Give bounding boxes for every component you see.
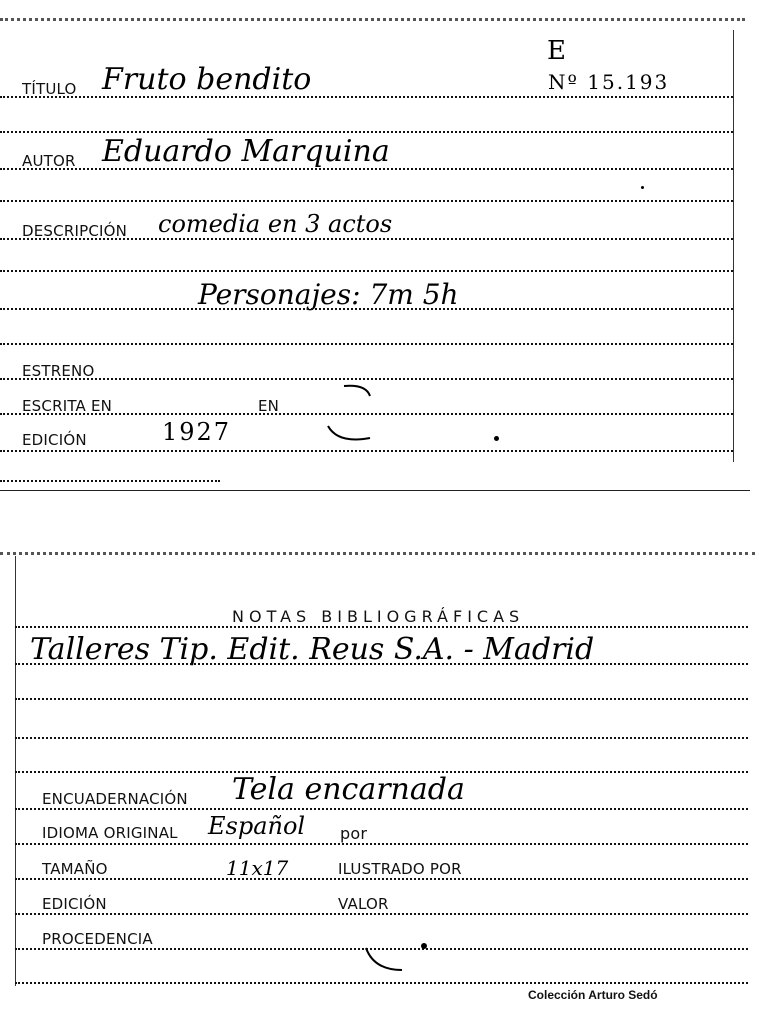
dot-mark: [494, 436, 499, 441]
tamano-value: 11x17: [226, 856, 289, 880]
titulo-line: [0, 96, 733, 98]
tamano-line: [15, 878, 748, 880]
en-label: EN: [258, 397, 280, 415]
valor-label: VALOR: [338, 895, 389, 913]
personajes-value: Personajes: 7m 5h: [198, 278, 459, 311]
descripcion-label: DESCRIPCIÓN: [22, 222, 128, 240]
titulo-label: TÍTULO: [22, 80, 77, 98]
punch-hole-mark: [360, 930, 430, 980]
descripcion-line: [0, 238, 733, 240]
punch-hole-mark: [322, 382, 382, 446]
por-label: por: [340, 824, 368, 843]
card-bottom-dots: [0, 480, 220, 482]
procedencia-label: PROCEDENCIA: [42, 930, 153, 948]
edicion2-label: EDICIÓN: [42, 895, 107, 913]
idioma-value: Español: [208, 812, 306, 840]
idioma-line: [15, 843, 748, 845]
autor-value: Eduardo Marquina: [102, 134, 390, 169]
edicion-value: 1927: [162, 418, 232, 446]
catalog-number: Nº 15.193: [548, 70, 670, 94]
catalog-letter: E: [547, 36, 566, 66]
edicion-line: [0, 450, 733, 452]
ilustrado-label: ILUSTRADO POR: [338, 860, 462, 878]
collection-footer: Colección Arturo Sedó: [528, 988, 658, 1002]
notas-line: [15, 626, 748, 628]
rule-line: [15, 737, 748, 739]
card-right-edge: [733, 30, 734, 462]
rule-line: [0, 343, 733, 345]
autor-label: AUTOR: [22, 152, 76, 170]
idioma-label: IDIOMA ORIGINAL: [42, 824, 178, 842]
encuadernacion-value: Tela encarnada: [232, 772, 465, 807]
card-bottom-edge: [0, 490, 750, 491]
encuadernacion-label: ENCUADERNACIÓN: [42, 790, 188, 808]
escrita-label: ESCRITA EN: [22, 397, 113, 415]
descripcion-value: comedia en 3 actos: [158, 210, 393, 238]
titulo-value: Fruto bendito: [102, 62, 312, 97]
edicion2-line: [15, 913, 748, 915]
rule-line: [0, 270, 733, 272]
tamano-label: TAMAÑO: [42, 860, 108, 878]
rule-line: [0, 200, 733, 202]
edicion-label: EDICIÓN: [22, 431, 87, 449]
card-top-edge: [0, 18, 745, 21]
personajes-line: [0, 308, 733, 310]
encuadernacion-line: [15, 808, 748, 810]
notas-label: NOTAS BIBLIOGRÁFICAS: [232, 607, 525, 626]
notas-value: Talleres Tip. Edit. Reus S.A. - Madrid: [30, 632, 595, 667]
rule-line: [15, 698, 748, 700]
autor-line: [0, 168, 733, 170]
estreno-label: ESTRENO: [22, 362, 95, 380]
dot-mark: [641, 186, 644, 189]
rule-line: [0, 131, 733, 133]
estreno-line: [0, 378, 733, 380]
card-top-edge: [0, 552, 755, 555]
notas-value-line: [15, 663, 748, 665]
card-bottom-line: [15, 982, 748, 984]
